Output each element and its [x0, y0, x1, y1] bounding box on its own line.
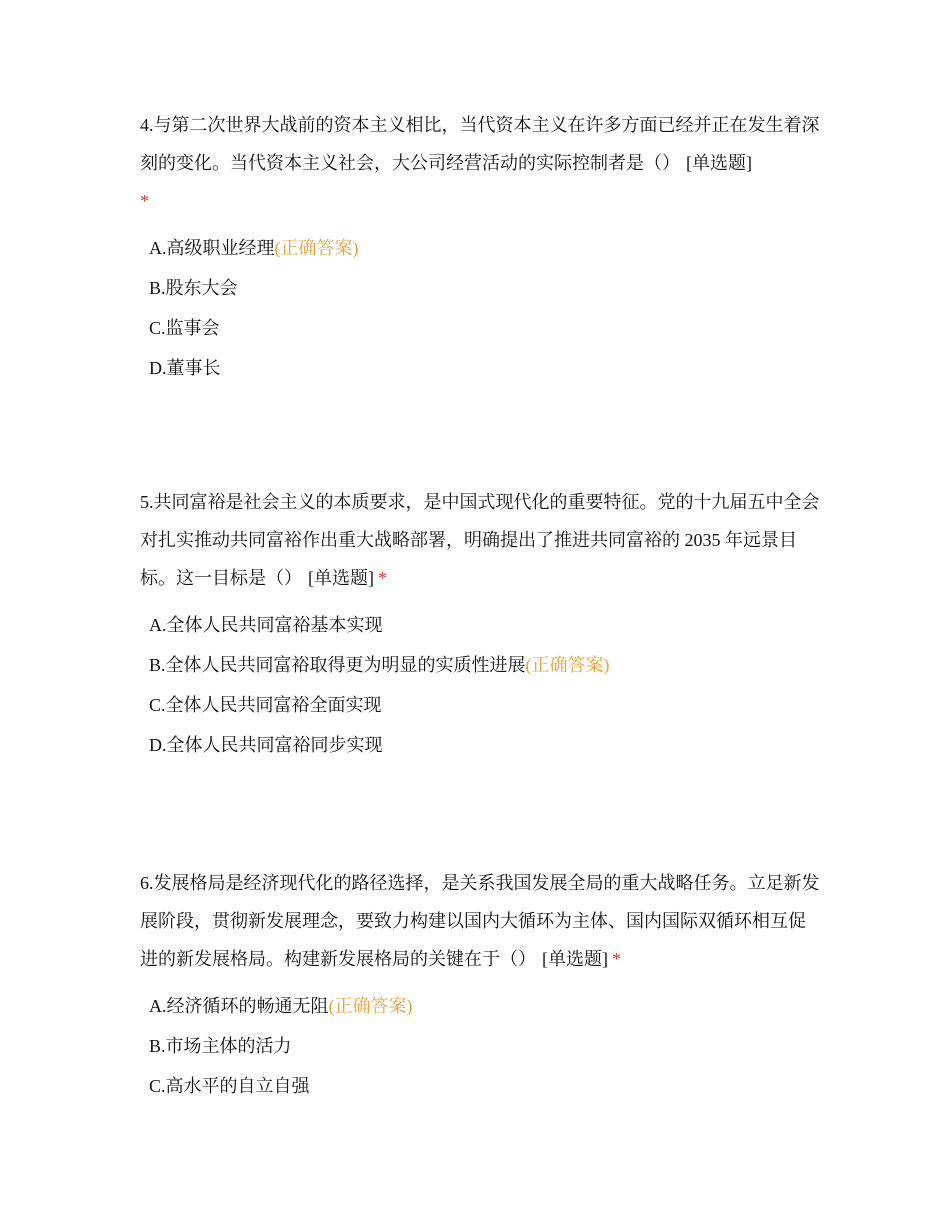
question-body: 发展格局是经济现代化的路径选择，是关系我国发展全局的重大战略任务。立足新发展阶段，贯彻新发展理念，要致力构建以国内大循环为主体、国内国际双循环相互促进的新发展格局。构建新发展格局的关键在于（）	[140, 873, 820, 969]
option-text: 高水平的自立自强	[165, 1076, 310, 1096]
option-b[interactable]	[140, 1026, 820, 1066]
option-letter: D.	[149, 735, 167, 755]
option-text: 高级职业经理	[166, 238, 275, 258]
option-b[interactable]	[140, 268, 820, 308]
required-mark: *	[612, 949, 621, 969]
question-number: 5.	[140, 492, 154, 512]
option-letter: B.	[149, 655, 166, 675]
option-letter: A.	[149, 238, 167, 258]
option-letter: A.	[149, 996, 167, 1016]
question-body: 与第二次世界大战前的资本主义相比，当代资本主义在许多方面已经并正在发生着深刻的变化。当代资本主义社会，大公司经营活动的实际控制者是（）	[140, 115, 820, 173]
option-b[interactable]	[140, 645, 820, 685]
option-letter: C.	[149, 695, 166, 715]
required-mark: *	[378, 568, 387, 588]
option-c[interactable]	[140, 308, 820, 348]
option-text: 董事长	[166, 358, 221, 378]
question-5	[140, 483, 820, 765]
option-text: 全体人民共同富裕取得更为明显的实质性进展	[165, 655, 526, 675]
required-mark: *	[140, 191, 149, 211]
question-type-label: [单选题]	[542, 949, 608, 969]
option-letter: B.	[149, 278, 166, 298]
question-type-label: [单选题]	[308, 568, 374, 588]
correct-answer-label: (正确答案)	[525, 655, 610, 675]
option-c[interactable]	[140, 685, 820, 725]
question-text	[140, 106, 820, 220]
question-text	[140, 483, 820, 597]
option-text: 全体人民共同富裕同步实现	[166, 735, 383, 755]
option-letter: A.	[149, 615, 167, 635]
option-list	[140, 986, 820, 1106]
option-d[interactable]	[140, 725, 820, 765]
option-a[interactable]	[140, 605, 820, 645]
option-a[interactable]	[140, 228, 820, 268]
option-list	[140, 228, 820, 388]
option-text: 市场主体的活力	[165, 1036, 292, 1056]
option-text: 监事会	[165, 318, 220, 338]
question-type-label: [单选题]	[686, 153, 752, 173]
question-text	[140, 864, 820, 978]
option-letter: C.	[149, 318, 166, 338]
option-text: 全体人民共同富裕基本实现	[166, 615, 383, 635]
option-d[interactable]	[140, 348, 820, 388]
option-letter: C.	[149, 1076, 166, 1096]
correct-answer-label: (正确答案)	[274, 238, 359, 258]
option-c[interactable]	[140, 1066, 820, 1106]
option-text: 经济循环的畅通无阻	[166, 996, 329, 1016]
question-4	[140, 106, 820, 388]
option-letter: B.	[149, 1036, 166, 1056]
question-body: 共同富裕是社会主义的本质要求，是中国式现代化的重要特征。党的十九届五中全会对扎实推动共同富裕作出重大战略部署，明确提出了推进共同富裕的 2035 年远景目标。这一目标是（）	[140, 492, 820, 588]
option-text: 股东大会	[165, 278, 238, 298]
question-number: 6.	[140, 873, 154, 893]
question-6	[140, 864, 820, 1106]
option-a[interactable]	[140, 986, 820, 1026]
option-list	[140, 605, 820, 765]
option-letter: D.	[149, 358, 167, 378]
question-number: 4.	[140, 115, 154, 135]
correct-answer-label: (正确答案)	[328, 996, 413, 1016]
option-text: 全体人民共同富裕全面实现	[165, 695, 382, 715]
